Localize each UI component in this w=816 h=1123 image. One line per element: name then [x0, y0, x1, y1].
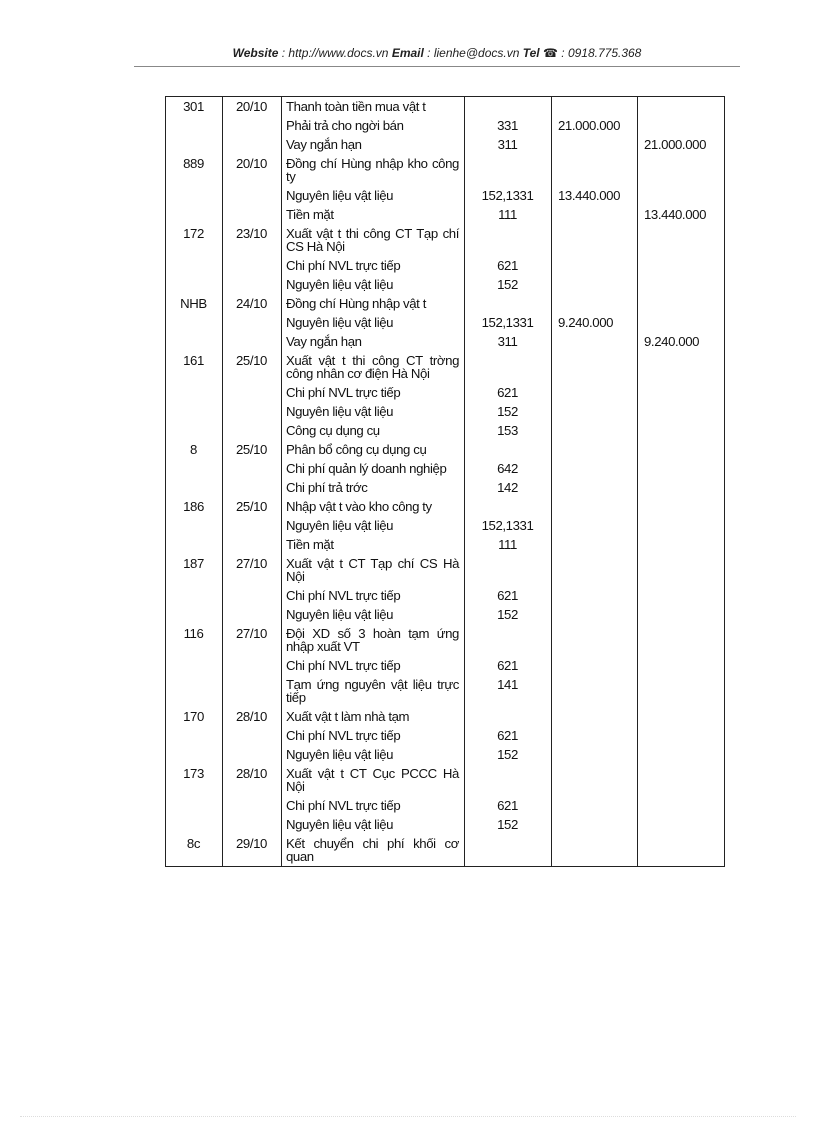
credit-amount: [638, 478, 725, 497]
credit-amount: [638, 383, 725, 402]
table-row: [166, 516, 725, 535]
credit-amount: [638, 516, 725, 535]
voucher-number: 8: [166, 440, 223, 459]
voucher-number: [166, 313, 223, 332]
credit-amount: [638, 624, 725, 656]
credit-amount: [638, 313, 725, 332]
account-code: [465, 224, 552, 256]
table-row: [166, 815, 725, 834]
account-code: [465, 707, 552, 726]
table-row: [166, 275, 725, 294]
voucher-date: [223, 383, 282, 402]
debit-amount: [552, 675, 638, 707]
voucher-number: [166, 745, 223, 764]
description: Chi phí NVL trực tiếp: [282, 726, 465, 745]
voucher-number: 172: [166, 224, 223, 256]
voucher-date: [223, 726, 282, 745]
voucher-date: [223, 135, 282, 154]
debit-amount: [552, 624, 638, 656]
description: Chi phí NVL trực tiếp: [282, 383, 465, 402]
debit-amount: [552, 497, 638, 516]
table-row: [166, 383, 725, 402]
table-row: [166, 205, 725, 224]
voucher-number: 186: [166, 497, 223, 516]
voucher-date: 20/10: [223, 154, 282, 186]
voucher-date: 23/10: [223, 224, 282, 256]
table-row: [166, 834, 725, 867]
account-code: 152: [465, 815, 552, 834]
voucher-date: [223, 205, 282, 224]
debit-amount: 21.000.000: [552, 116, 638, 135]
credit-amount: [638, 421, 725, 440]
voucher-date: [223, 535, 282, 554]
account-code: 141: [465, 675, 552, 707]
description: Vay ngắn hạn: [282, 135, 465, 154]
voucher-number: NHB: [166, 294, 223, 313]
account-code: 311: [465, 332, 552, 351]
description: Kết chuyển chi phí khối cơ quan: [282, 834, 465, 867]
table-row: [166, 440, 725, 459]
table-row: [166, 535, 725, 554]
voucher-number: [166, 605, 223, 624]
account-code: 621: [465, 796, 552, 815]
email-label: Email: [391, 46, 424, 60]
voucher-number: [166, 332, 223, 351]
voucher-date: 25/10: [223, 440, 282, 459]
account-code: 311: [465, 135, 552, 154]
debit-amount: [552, 154, 638, 186]
voucher-date: [223, 815, 282, 834]
description: Chi phí NVL trực tiếp: [282, 796, 465, 815]
account-code: 153: [465, 421, 552, 440]
credit-amount: [638, 796, 725, 815]
table-row: [166, 675, 725, 707]
credit-amount: [638, 440, 725, 459]
account-code: [465, 440, 552, 459]
credit-amount: [638, 497, 725, 516]
debit-amount: [552, 256, 638, 275]
account-code: 152,1331: [465, 186, 552, 205]
voucher-date: 29/10: [223, 834, 282, 867]
table-row: [166, 313, 725, 332]
credit-amount: 21.000.000: [638, 135, 725, 154]
voucher-number: [166, 796, 223, 815]
account-code: 642: [465, 459, 552, 478]
voucher-date: [223, 656, 282, 675]
debit-amount: [552, 275, 638, 294]
credit-amount: [638, 554, 725, 586]
description: Tiền mặt: [282, 535, 465, 554]
voucher-date: 24/10: [223, 294, 282, 313]
table-row: [166, 351, 725, 383]
credit-amount: [638, 726, 725, 745]
debit-amount: [552, 764, 638, 796]
credit-amount: [638, 186, 725, 205]
voucher-number: [166, 478, 223, 497]
voucher-date: [223, 275, 282, 294]
footer-divider: [20, 1116, 796, 1117]
voucher-date: [223, 459, 282, 478]
voucher-number: 889: [166, 154, 223, 186]
voucher-number: [166, 815, 223, 834]
credit-amount: 9.240.000: [638, 332, 725, 351]
table-row: [166, 586, 725, 605]
account-code: 111: [465, 535, 552, 554]
voucher-number: 187: [166, 554, 223, 586]
description: Phân bổ công cụ dụng cụ: [282, 440, 465, 459]
debit-amount: 13.440.000: [552, 186, 638, 205]
account-code: [465, 154, 552, 186]
account-code: [465, 294, 552, 313]
account-code: [465, 97, 552, 117]
voucher-date: [223, 796, 282, 815]
table-row: [166, 421, 725, 440]
credit-amount: [638, 402, 725, 421]
description: Xuất vật t làm nhà tạm: [282, 707, 465, 726]
debit-amount: [552, 745, 638, 764]
table-row: [166, 656, 725, 675]
debit-amount: [552, 815, 638, 834]
account-code: 621: [465, 726, 552, 745]
description: Chi phí NVL trực tiếp: [282, 256, 465, 275]
voucher-date: 28/10: [223, 707, 282, 726]
voucher-date: [223, 478, 282, 497]
account-code: [465, 351, 552, 383]
credit-amount: [638, 535, 725, 554]
debit-amount: [552, 294, 638, 313]
table-row: [166, 726, 725, 745]
tel-label: Tel: [522, 46, 540, 60]
credit-amount: [638, 459, 725, 478]
debit-amount: [552, 796, 638, 815]
voucher-number: [166, 656, 223, 675]
voucher-date: 25/10: [223, 497, 282, 516]
credit-amount: [638, 256, 725, 275]
table-row: [166, 707, 725, 726]
account-code: 142: [465, 478, 552, 497]
account-code: [465, 834, 552, 867]
credit-amount: [638, 294, 725, 313]
voucher-number: [166, 535, 223, 554]
table-row: [166, 402, 725, 421]
voucher-date: [223, 116, 282, 135]
description: Nguyên liệu vật liệu: [282, 605, 465, 624]
debit-amount: [552, 97, 638, 117]
table-row: [166, 116, 725, 135]
voucher-number: [166, 726, 223, 745]
debit-amount: [552, 421, 638, 440]
email-value: : lienhe@docs.vn: [423, 46, 523, 60]
table-row: [166, 796, 725, 815]
debit-amount: [552, 383, 638, 402]
account-code: 621: [465, 256, 552, 275]
voucher-number: [166, 186, 223, 205]
voucher-number: 301: [166, 97, 223, 117]
description: Tạm ứng nguyên vật liệu trực tiếp: [282, 675, 465, 707]
description: Chi phí NVL trực tiếp: [282, 586, 465, 605]
account-code: 621: [465, 383, 552, 402]
voucher-number: [166, 402, 223, 421]
description: Chi phí quản lý doanh nghiệp: [282, 459, 465, 478]
table-row: [166, 332, 725, 351]
voucher-date: [223, 402, 282, 421]
table-row: [166, 97, 725, 117]
description: Chi phí trả trớc: [282, 478, 465, 497]
table-row: [166, 764, 725, 796]
website-label: Website: [232, 46, 279, 60]
description: Xuất vật t thi công CT trờng công nhân cơ điện Hà Nội: [282, 351, 465, 383]
account-code: 152: [465, 605, 552, 624]
voucher-date: 27/10: [223, 624, 282, 656]
voucher-number: 8c: [166, 834, 223, 867]
account-code: [465, 764, 552, 796]
description: Đồng chí Hùng nhập vật t: [282, 294, 465, 313]
credit-amount: [638, 224, 725, 256]
description: Nguyên liệu vật liệu: [282, 745, 465, 764]
debit-amount: 9.240.000: [552, 313, 638, 332]
table-row: [166, 135, 725, 154]
table-row: [166, 624, 725, 656]
credit-amount: [638, 586, 725, 605]
voucher-number: 173: [166, 764, 223, 796]
voucher-number: 161: [166, 351, 223, 383]
debit-amount: [552, 554, 638, 586]
credit-amount: [638, 764, 725, 796]
debit-amount: [552, 707, 638, 726]
account-code: 152,1331: [465, 516, 552, 535]
voucher-date: [223, 421, 282, 440]
account-code: [465, 624, 552, 656]
voucher-number: [166, 421, 223, 440]
voucher-number: [166, 135, 223, 154]
journal-table-body: [166, 97, 725, 867]
voucher-number: 116: [166, 624, 223, 656]
debit-amount: [552, 135, 638, 154]
voucher-date: [223, 605, 282, 624]
credit-amount: [638, 815, 725, 834]
description: Đội XD số 3 hoàn tạm ứng nhập xuất VT: [282, 624, 465, 656]
debit-amount: [552, 205, 638, 224]
credit-amount: 13.440.000: [638, 205, 725, 224]
description: Thanh toàn tiền mua vật t: [282, 97, 465, 117]
voucher-date: [223, 313, 282, 332]
table-row: [166, 186, 725, 205]
credit-amount: [638, 154, 725, 186]
voucher-date: [223, 745, 282, 764]
account-code: 111: [465, 205, 552, 224]
description: Nguyên liệu vật liệu: [282, 815, 465, 834]
voucher-number: [166, 675, 223, 707]
website-value: : http://www.docs.vn: [278, 46, 392, 60]
table-row: [166, 497, 725, 516]
debit-amount: [552, 440, 638, 459]
account-code: 152: [465, 275, 552, 294]
debit-amount: [552, 586, 638, 605]
debit-amount: [552, 402, 638, 421]
description: Nguyên liệu vật liệu: [282, 186, 465, 205]
debit-amount: [552, 656, 638, 675]
description: Nguyên liệu vật liệu: [282, 313, 465, 332]
account-code: [465, 554, 552, 586]
voucher-date: [223, 516, 282, 535]
description: Phải trả cho ngời bán: [282, 116, 465, 135]
debit-amount: [552, 605, 638, 624]
debit-amount: [552, 726, 638, 745]
account-code: 331: [465, 116, 552, 135]
voucher-date: 28/10: [223, 764, 282, 796]
debit-amount: [552, 535, 638, 554]
debit-amount: [552, 516, 638, 535]
credit-amount: [638, 745, 725, 764]
voucher-date: 25/10: [223, 351, 282, 383]
account-code: 152,1331: [465, 313, 552, 332]
credit-amount: [638, 675, 725, 707]
account-code: 152: [465, 402, 552, 421]
account-code: [465, 497, 552, 516]
description: Công cụ dụng cụ: [282, 421, 465, 440]
credit-amount: [638, 116, 725, 135]
voucher-date: [223, 256, 282, 275]
debit-amount: [552, 478, 638, 497]
table-row: [166, 554, 725, 586]
table-row: [166, 224, 725, 256]
description: Xuất vật t CT Tạp chí CS Hà Nội: [282, 554, 465, 586]
credit-amount: [638, 605, 725, 624]
voucher-number: [166, 256, 223, 275]
voucher-number: [166, 459, 223, 478]
account-code: 152: [465, 745, 552, 764]
voucher-date: [223, 332, 282, 351]
description: Xuất vật t CT Cục PCCC Hà Nội: [282, 764, 465, 796]
description: Tiền mặt: [282, 205, 465, 224]
voucher-number: [166, 116, 223, 135]
description: Nhập vật t vào kho công ty: [282, 497, 465, 516]
description: Nguyên liệu vật liệu: [282, 402, 465, 421]
description: Xuất vật t thi công CT Tạp chí CS Hà Nội: [282, 224, 465, 256]
table-row: [166, 478, 725, 497]
table-row: [166, 294, 725, 313]
description: Nguyên liệu vật liệu: [282, 275, 465, 294]
voucher-date: 20/10: [223, 97, 282, 117]
credit-amount: [638, 707, 725, 726]
debit-amount: [552, 459, 638, 478]
phone-icon: ☎: [542, 46, 558, 60]
table-row: [166, 154, 725, 186]
tel-value: : 0918.775.368: [557, 46, 642, 60]
page-header: [134, 46, 740, 67]
voucher-number: [166, 275, 223, 294]
voucher-date: [223, 675, 282, 707]
description: Chi phí NVL trực tiếp: [282, 656, 465, 675]
table-row: [166, 256, 725, 275]
voucher-number: [166, 516, 223, 535]
account-code: 621: [465, 656, 552, 675]
debit-amount: [552, 351, 638, 383]
journal-table: [165, 96, 725, 867]
credit-amount: [638, 656, 725, 675]
description: Đồng chí Hùng nhập kho công ty: [282, 154, 465, 186]
table-row: [166, 605, 725, 624]
credit-amount: [638, 275, 725, 294]
description: Nguyên liệu vật liệu: [282, 516, 465, 535]
voucher-number: [166, 205, 223, 224]
credit-amount: [638, 97, 725, 117]
account-code: 621: [465, 586, 552, 605]
debit-amount: [552, 834, 638, 867]
credit-amount: [638, 834, 725, 867]
voucher-date: 27/10: [223, 554, 282, 586]
voucher-number: 170: [166, 707, 223, 726]
description: Vay ngắn hạn: [282, 332, 465, 351]
credit-amount: [638, 351, 725, 383]
debit-amount: [552, 332, 638, 351]
debit-amount: [552, 224, 638, 256]
table-row: [166, 459, 725, 478]
voucher-date: [223, 186, 282, 205]
voucher-number: [166, 586, 223, 605]
voucher-number: [166, 383, 223, 402]
voucher-date: [223, 586, 282, 605]
table-row: [166, 745, 725, 764]
